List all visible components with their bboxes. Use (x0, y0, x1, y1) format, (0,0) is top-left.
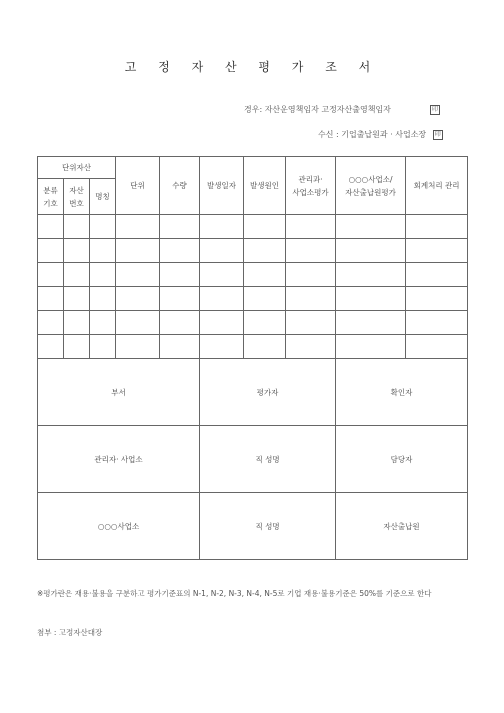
signature-manager-office: 관리자· 사업소 (38, 426, 200, 493)
evaluation-table (37, 156, 468, 560)
signature-dept: 부서 (38, 359, 200, 426)
header-occur-date: 발생일자 (200, 157, 244, 215)
signature-confirmer: 확인자 (336, 359, 468, 426)
page-title: 고 정 자 산 평 가 조 서 (124, 60, 380, 74)
header-asset-no: 자산 번호 (64, 179, 90, 215)
header-office-eval: ○○○사업소/ 자산출납원평가 (336, 157, 406, 215)
table-row (38, 335, 468, 359)
signature-asset-clerk: 자산출납원 (336, 493, 468, 560)
signature-office: ○○○사업소 (38, 493, 200, 560)
header-unit: 단위 (116, 157, 160, 215)
seal-icon: 印 (431, 105, 438, 113)
routing-line-1 (244, 104, 440, 115)
header-occur-cause: 발생원인 (244, 157, 286, 215)
header-mgmt-eval: 관리과· 사업소평가 (286, 157, 336, 215)
routing-path-1: 자산운영책임자 고정자산출영책임자 (264, 105, 391, 114)
footnote: ※평가란은 재용·불용을 구분하고 평가기준표의 N-1, N-2, N-3, N-4, N-5로 기업 재용·불용기준은 50%를 기준으로 한다 (37, 589, 432, 598)
table-row (38, 287, 468, 311)
signature-row (38, 359, 468, 426)
header-name: 명칭 (90, 179, 116, 215)
seal-icon: 印 (434, 130, 441, 138)
table-row (38, 215, 468, 239)
signature-person-in-charge: 담당자 (336, 426, 468, 493)
signature-row (38, 493, 468, 560)
routing-path-2: 기업출납원과 · 사업소장 (341, 130, 427, 139)
header-accounting: 회계처리 관리 (406, 157, 468, 215)
table-row (38, 239, 468, 263)
signature-row (38, 426, 468, 493)
header-class-code: 분류 기호 (38, 179, 64, 215)
table-row (38, 263, 468, 287)
header-quantity: 수량 (160, 157, 200, 215)
signature-title-name: 직 성명 (200, 426, 336, 493)
signature-title-name: 직 성명 (200, 493, 336, 560)
table-row (38, 311, 468, 335)
routing-line-2 (318, 129, 443, 140)
routing-prefix-2: 수신 : (318, 130, 339, 139)
signature-evaluator: 평가자 (200, 359, 336, 426)
group-header-unit-asset: 단위자산 (38, 157, 116, 179)
routing-prefix-1: 경우: (244, 105, 263, 114)
attachment-line: 첨부 : 고정자산대장 (37, 628, 103, 637)
